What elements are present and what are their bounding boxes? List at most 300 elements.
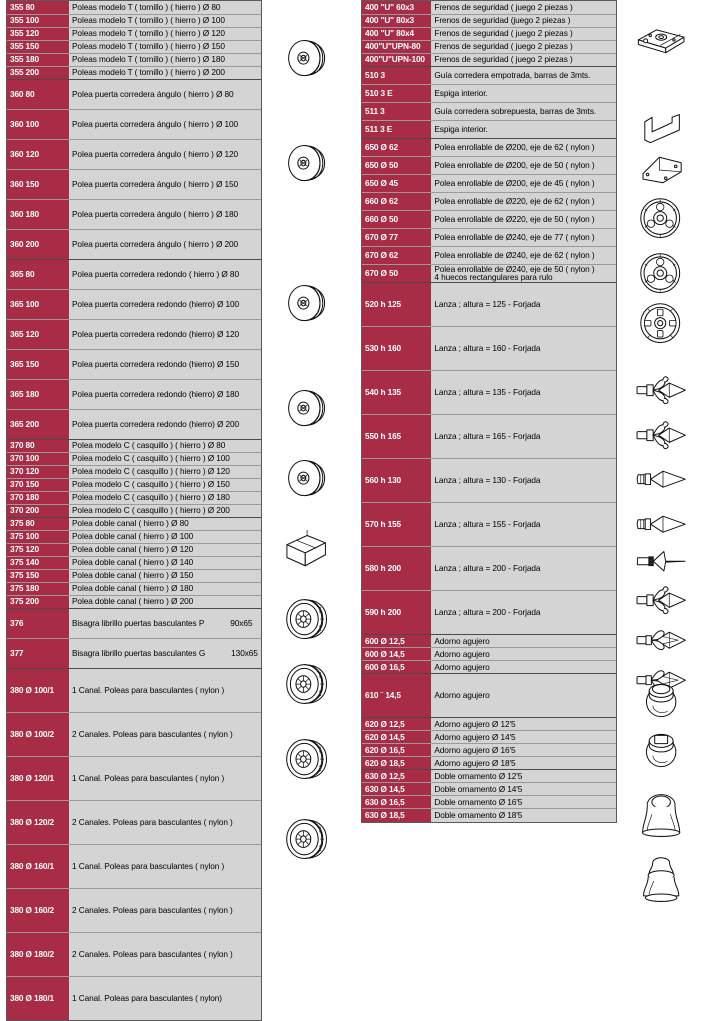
product-description-cell (431, 744, 616, 757)
product-description-cell (431, 53, 616, 66)
table-row (362, 718, 616, 731)
product-code-cell: 370 120 (7, 465, 69, 478)
description-subtext: 4 huecos rectangulares para rulo (434, 272, 553, 283)
doble-ornamento-drawing (621, 855, 705, 907)
table-row (362, 661, 616, 674)
description-text: Polea enrollable de Ø240, eje de 50 ( nylon ) (434, 263, 595, 274)
description-text: Bisagra librillo puertas basculantes P (72, 617, 205, 628)
lanza-560-drawing (621, 548, 705, 578)
description-text: Polea modelo C ( casquillo ) ( hierro ) Ø 80 (72, 440, 226, 451)
table-row (7, 844, 261, 888)
product-code-cell: 380 Ø 180/1 (7, 976, 69, 1020)
product-description-cell (69, 465, 261, 478)
description-text: Frenos de seguridad ( juego 2 piezas ) (434, 1, 573, 12)
pulley-sliding-door-round-drawing (266, 280, 350, 328)
product-code-cell: 365 180 (7, 379, 69, 409)
product-description-cell (431, 228, 616, 246)
product-code-cell: 670 Ø 62 (362, 246, 431, 264)
description-text: 1 Canal. Poleas para basculantes ( nylon ) (72, 772, 225, 783)
description-text: Frenos de seguridad (juego 2 piezas ) (434, 15, 571, 26)
product-description-cell (69, 844, 261, 888)
description-text: Espiga interior. (434, 123, 488, 134)
product-code-cell: 660 Ø 62 (362, 192, 431, 210)
product-code-cell: 380 Ø 100/1 (7, 668, 69, 712)
table-row (7, 169, 261, 199)
product-description-cell (69, 79, 261, 109)
product-description-cell (431, 718, 616, 731)
product-description-cell (431, 210, 616, 228)
lanza-530-drawing (621, 420, 705, 454)
product-description-cell (69, 543, 261, 556)
description-text: Frenos de seguridad ( juego 2 piezas ) (434, 28, 573, 39)
description-text: Adorno agujero Ø 18'5 (434, 757, 516, 768)
table-row (362, 27, 616, 40)
product-description-cell (69, 66, 261, 79)
table-row (362, 40, 616, 53)
description-text: Doble ornamento Ø 12'5 (434, 770, 523, 781)
product-description-cell (431, 120, 616, 138)
description-text: Adorno agujero Ø 12'5 (434, 718, 516, 729)
product-code-cell: 380 Ø 120/2 (7, 800, 69, 844)
description-text: Adorno agujero (434, 690, 490, 701)
description-text: Lanza ; altura = 200 - Forjada (434, 607, 541, 618)
product-description-cell (431, 783, 616, 796)
product-code-cell: 650 Ø 62 (362, 138, 431, 156)
description-text: Frenos de seguridad ( juego 2 piezas ) (434, 54, 573, 65)
product-code-cell: 365 150 (7, 349, 69, 379)
description-text: Polea puerta corredera redondo ( hierro ) Ø 80 (72, 268, 239, 279)
left-products-table (6, 0, 262, 1021)
product-description-cell (69, 756, 261, 800)
product-code-cell: 360 80 (7, 79, 69, 109)
description-text: Bisagra librillo puertas basculantes G (72, 647, 206, 658)
pulley-model-t-drawing (266, 35, 350, 83)
table-row (362, 796, 616, 809)
description-text: Guía corredera empotrada, barras de 3mts. (434, 69, 591, 80)
product-code-cell: 375 120 (7, 543, 69, 556)
description-text: Polea puerta corredera redondo (hierro) Ø 200 (72, 418, 240, 429)
description-text: Polea modelo C ( casquillo ) ( hierro ) Ø 150 (72, 479, 230, 490)
product-description-cell (69, 40, 261, 53)
product-code-cell: 355 180 (7, 53, 69, 66)
description-text: Lanza ; altura = 200 - Forjada (434, 563, 541, 574)
description-text: Poleas modelo T ( tornillo ) ( hierro ) Ø 200 (72, 67, 225, 78)
product-code-cell: 370 80 (7, 439, 69, 452)
product-description-cell (69, 409, 261, 439)
product-description-cell (69, 517, 261, 530)
table-row (7, 530, 261, 543)
description-text: Polea enrollable de Ø200, eje de 62 ( nylon ) (434, 141, 595, 152)
product-code-cell: 530 h 160 (362, 327, 431, 371)
product-code-cell: 600 Ø 12,5 (362, 635, 431, 648)
product-code-cell: 365 80 (7, 259, 69, 289)
table-row (7, 800, 261, 844)
product-code-cell: 360 200 (7, 229, 69, 259)
description-text: Lanza ; altura = 155 - Forjada (434, 519, 541, 530)
product-dimension: 130x65 (231, 647, 258, 658)
table-row (7, 66, 261, 79)
table-row (362, 635, 616, 648)
product-code-cell: 510 3 (362, 66, 431, 84)
product-description-cell (69, 452, 261, 465)
product-description-cell (431, 66, 616, 84)
product-description-cell (69, 14, 261, 27)
product-description-cell (69, 199, 261, 229)
description-text: Doble ornamento Ø 14'5 (434, 783, 523, 794)
product-code-cell: 380 Ø 100/2 (7, 712, 69, 756)
table-row (7, 40, 261, 53)
product-code-cell: 400 "U" 80x4 (362, 27, 431, 40)
description-text: Frenos de seguridad ( juego 2 piezas ) (434, 41, 573, 52)
table-row (7, 712, 261, 756)
right-table (362, 1, 616, 822)
table-row (7, 259, 261, 289)
product-code-cell: 376 (7, 608, 69, 638)
product-description-cell (69, 491, 261, 504)
product-code-cell: 650 Ø 45 (362, 174, 431, 192)
product-code-cell: 365 100 (7, 289, 69, 319)
product-description-cell (431, 174, 616, 192)
product-code-cell: 590 h 200 (362, 591, 431, 635)
roller-pulley-200-drawing (621, 195, 705, 245)
description-text: Polea doble canal ( hierro ) Ø 140 (72, 557, 194, 568)
product-code-cell: 511 3 (362, 102, 431, 120)
table-row (362, 102, 616, 120)
product-description-cell (431, 648, 616, 661)
table-row (362, 120, 616, 138)
product-description-cell (431, 415, 616, 459)
description-text: 2 Canales. Poleas para basculantes ( nylon ) (72, 728, 233, 739)
product-code-cell: 400 "U" 60x3 (362, 1, 431, 14)
product-description-cell (69, 229, 261, 259)
table-row (7, 379, 261, 409)
product-description-cell (69, 27, 261, 40)
table-row (362, 459, 616, 503)
product-description-cell (69, 582, 261, 595)
description-text: Polea doble canal ( hierro ) Ø 200 (72, 596, 194, 607)
product-code-cell: 380 Ø 120/1 (7, 756, 69, 800)
nylon-pulley-120-drawing (266, 660, 350, 710)
table-row (7, 595, 261, 608)
description-text: 2 Canales. Poleas para basculantes ( nylon ) (72, 948, 233, 959)
table-row (7, 756, 261, 800)
table-row (7, 409, 261, 439)
table-row (362, 210, 616, 228)
product-description-cell (69, 530, 261, 543)
roller-pulley-220-drawing (621, 250, 705, 300)
product-code-cell: 375 150 (7, 569, 69, 582)
product-description-cell (69, 608, 261, 638)
product-code-cell: 550 h 165 (362, 415, 431, 459)
table-row (7, 349, 261, 379)
table-row (7, 491, 261, 504)
product-code-cell: 570 h 155 (362, 503, 431, 547)
guide-rail-recessed-drawing (621, 110, 705, 150)
description-text: Polea puerta corredera redondo (hierro) Ø 180 (72, 388, 240, 399)
product-code-cell: 355 200 (7, 66, 69, 79)
product-description-cell (431, 635, 616, 648)
description-text: Polea enrollable de Ø200, eje de 50 ( nylon ) (434, 159, 595, 170)
catalog-column-right (361, 0, 704, 823)
product-description-cell (431, 796, 616, 809)
lanza-540-drawing (621, 465, 705, 497)
product-description-cell (431, 156, 616, 174)
product-description-cell (431, 591, 616, 635)
description-text: Polea enrollable de Ø220, eje de 50 ( nylon ) (434, 213, 595, 224)
left-table (7, 1, 261, 1020)
product-description-cell (69, 259, 261, 289)
description-text: Polea modelo C ( casquillo ) ( hierro ) Ø 120 (72, 466, 230, 477)
table-row (362, 371, 616, 415)
description-text: Doble ornamento Ø 16'5 (434, 796, 523, 807)
product-code-cell: 600 Ø 16,5 (362, 661, 431, 674)
product-description-cell (69, 1, 261, 14)
description-text: Polea doble canal ( hierro ) Ø 100 (72, 531, 194, 542)
table-row (7, 1, 261, 14)
description-text: Adorno agujero (434, 661, 490, 672)
product-code-cell: 360 180 (7, 199, 69, 229)
product-description-cell (69, 888, 261, 932)
nylon-pulley-100-drawing (266, 595, 350, 645)
pulley-double-channel-drawing (266, 455, 350, 503)
table-row (7, 53, 261, 66)
product-code-cell: 375 100 (7, 530, 69, 543)
hinge-bisagra-drawing (266, 530, 350, 574)
adorno-round-drawing (621, 678, 705, 724)
description-text: Lanza ; altura = 130 - Forjada (434, 475, 541, 486)
table-row (7, 932, 261, 976)
product-code-cell: 355 80 (7, 1, 69, 14)
lanza-550-drawing (621, 510, 705, 542)
product-code-cell: 355 120 (7, 27, 69, 40)
table-row (7, 517, 261, 530)
description-text: 1 Canal. Poleas para basculantes ( nylon ) (72, 684, 225, 695)
product-code-cell: 670 Ø 77 (362, 228, 431, 246)
description-text: Polea enrollable de Ø240, eje de 77 ( nylon ) (434, 231, 595, 242)
table-row (7, 465, 261, 478)
table-row (7, 608, 261, 638)
description-text: Polea puerta corredera ángulo ( hierro ) Ø 150 (72, 178, 239, 189)
product-code-cell: 400"U"UPN-100 (362, 53, 431, 66)
table-row (362, 809, 616, 822)
description-text: 2 Canales. Poleas para basculantes ( nylon ) (72, 904, 233, 915)
lanza-520-drawing (621, 375, 705, 409)
product-code-cell: 380 Ø 160/2 (7, 888, 69, 932)
table-row (7, 452, 261, 465)
table-row (362, 783, 616, 796)
product-code-cell: 660 Ø 50 (362, 210, 431, 228)
product-description-cell (69, 668, 261, 712)
description-text: Polea doble canal ( hierro ) Ø 80 (72, 518, 189, 529)
product-description-cell (69, 712, 261, 756)
table-row (7, 543, 261, 556)
table-row (7, 556, 261, 569)
product-code-cell: 510 3 E (362, 84, 431, 102)
product-description-cell (431, 547, 616, 591)
product-code-cell: 355 100 (7, 14, 69, 27)
product-description-cell (69, 169, 261, 199)
product-code-cell: 630 Ø 14,5 (362, 783, 431, 796)
description-text: Polea modelo C ( casquillo ) ( hierro ) Ø 100 (72, 453, 230, 464)
table-row (362, 246, 616, 264)
table-row (362, 53, 616, 66)
table-row (362, 731, 616, 744)
description-text: Lanza ; altura = 125 - Forjada (434, 299, 541, 310)
product-code-cell: 650 Ø 50 (362, 156, 431, 174)
description-text: 1 Canal. Poleas para basculantes ( nylon) (72, 992, 222, 1003)
catalog-column-left (6, 0, 350, 1021)
product-code-cell: 375 80 (7, 517, 69, 530)
product-code-cell: 580 h 200 (362, 547, 431, 591)
description-text: Lanza ; altura = 135 - Forjada (434, 387, 541, 398)
product-code-cell: 360 120 (7, 139, 69, 169)
product-description-cell (431, 283, 616, 327)
description-text: Polea puerta corredera ángulo ( hierro ) Ø 200 (72, 238, 239, 249)
product-code-cell: 620 Ø 14,5 (362, 731, 431, 744)
table-row (7, 582, 261, 595)
product-code-cell: 355 150 (7, 40, 69, 53)
description-text: Polea enrollable de Ø220, eje de 62 ( nylon ) (434, 195, 595, 206)
product-code-cell: 360 150 (7, 169, 69, 199)
table-row (362, 648, 616, 661)
product-code-cell: 630 Ø 16,5 (362, 796, 431, 809)
product-description-cell (69, 556, 261, 569)
table-row (7, 668, 261, 712)
product-description-cell (69, 289, 261, 319)
product-description-cell (431, 40, 616, 53)
product-description-cell (431, 327, 616, 371)
table-row (7, 229, 261, 259)
table-row (362, 744, 616, 757)
description-text: Polea modelo C ( casquillo ) ( hierro ) Ø 180 (72, 492, 230, 503)
description-text: Polea puerta corredera ángulo ( hierro ) Ø 120 (72, 148, 239, 159)
product-description-cell (431, 264, 616, 283)
product-code-cell: 380 Ø 160/1 (7, 844, 69, 888)
product-description-cell (69, 139, 261, 169)
table-row (362, 228, 616, 246)
description-text: Polea puerta corredera redondo (hierro) Ø 120 (72, 328, 240, 339)
product-code-cell: 620 Ø 16,5 (362, 744, 431, 757)
product-description-cell (431, 138, 616, 156)
description-text: Adorno agujero Ø 14'5 (434, 731, 516, 742)
description-text: Polea puerta corredera ángulo ( hierro ) Ø 180 (72, 208, 239, 219)
table-row (7, 289, 261, 319)
product-description-cell (431, 102, 616, 120)
product-description-cell (69, 595, 261, 608)
pulley-model-c-drawing (266, 385, 350, 433)
product-code-cell: 400"U"UPN-80 (362, 40, 431, 53)
table-row (362, 156, 616, 174)
description-text: Polea enrollable de Ø240, eje de 62 ( nylon ) (434, 249, 595, 260)
table-row (7, 27, 261, 40)
product-description-cell (431, 246, 616, 264)
table-row (7, 14, 261, 27)
product-code-cell: 360 100 (7, 109, 69, 139)
table-row (7, 638, 261, 668)
table-row (362, 174, 616, 192)
lanza-570-drawing (621, 585, 705, 619)
product-code-cell: 630 Ø 12,5 (362, 770, 431, 783)
roller-pulley-240-drawing (621, 300, 705, 350)
table-row (362, 66, 616, 84)
product-code-cell: 380 Ø 180/2 (7, 932, 69, 976)
description-text: Adorno agujero (434, 635, 490, 646)
table-row (7, 569, 261, 582)
product-description-cell (431, 192, 616, 210)
description-text: Lanza ; altura = 165 - Forjada (434, 431, 541, 442)
description-text: Poleas modelo T ( tornillo ) ( hierro ) Ø 180 (72, 54, 225, 65)
product-description-cell (69, 504, 261, 517)
table-row (362, 84, 616, 102)
product-code-cell: 620 Ø 12,5 (362, 718, 431, 731)
description-text: Adorno agujero (434, 648, 490, 659)
product-description-cell (69, 439, 261, 452)
product-description-cell (69, 379, 261, 409)
description-text: Doble ornamento Ø 18'5 (434, 809, 523, 820)
table-row (362, 503, 616, 547)
description-text: Polea doble canal ( hierro ) Ø 180 (72, 583, 194, 594)
product-description-cell (431, 1, 616, 14)
description-text: Polea enrollable de Ø200, eje de 45 ( nylon ) (434, 177, 595, 188)
adorno-square-drawing (621, 728, 705, 774)
table-row (362, 415, 616, 459)
description-text: Poleas modelo T ( tornillo ) ( hierro ) Ø 150 (72, 41, 225, 52)
description-text: Lanza ; altura = 160 - Forjada (434, 343, 541, 354)
table-row (7, 319, 261, 349)
product-description-cell (69, 109, 261, 139)
product-description-cell (69, 349, 261, 379)
table-row (7, 478, 261, 491)
product-description-cell (69, 478, 261, 491)
table-row (362, 1, 616, 14)
product-description-cell (431, 809, 616, 822)
product-description-cell (431, 674, 616, 718)
product-code-cell: 375 200 (7, 595, 69, 608)
table-row (362, 770, 616, 783)
product-code-cell: 365 120 (7, 319, 69, 349)
table-row (362, 547, 616, 591)
product-description-cell (431, 84, 616, 102)
product-code-cell: 400 "U" 80x3 (362, 14, 431, 27)
product-code-cell: 520 h 125 (362, 283, 431, 327)
product-description-cell (69, 53, 261, 66)
right-products-table (361, 0, 617, 823)
product-description-cell (69, 319, 261, 349)
product-description-cell (69, 976, 261, 1020)
product-code-cell: 670 Ø 50 (362, 264, 431, 283)
product-code-cell: 511 3 E (362, 120, 431, 138)
description-text: 2 Canales. Poleas para basculantes ( nylon ) (72, 816, 233, 827)
description-text: Polea doble canal ( hierro ) Ø 120 (72, 544, 194, 555)
table-row (362, 757, 616, 770)
table-row (362, 264, 616, 283)
product-description-cell (69, 800, 261, 844)
product-description-cell (431, 731, 616, 744)
table-row (362, 192, 616, 210)
table-row (7, 199, 261, 229)
table-row (7, 79, 261, 109)
description-text: Adorno agujero Ø 16'5 (434, 744, 516, 755)
table-row (362, 591, 616, 635)
product-code-cell: 365 200 (7, 409, 69, 439)
description-text: Polea puerta corredera redondo (hierro) Ø 150 (72, 358, 240, 369)
table-row (362, 138, 616, 156)
product-code-cell: 370 150 (7, 478, 69, 491)
product-code-cell: 370 180 (7, 491, 69, 504)
pulley-sliding-door-angle-drawing (266, 140, 350, 188)
product-code-cell: 620 Ø 18,5 (362, 757, 431, 770)
product-code-cell: 540 h 135 (362, 371, 431, 415)
